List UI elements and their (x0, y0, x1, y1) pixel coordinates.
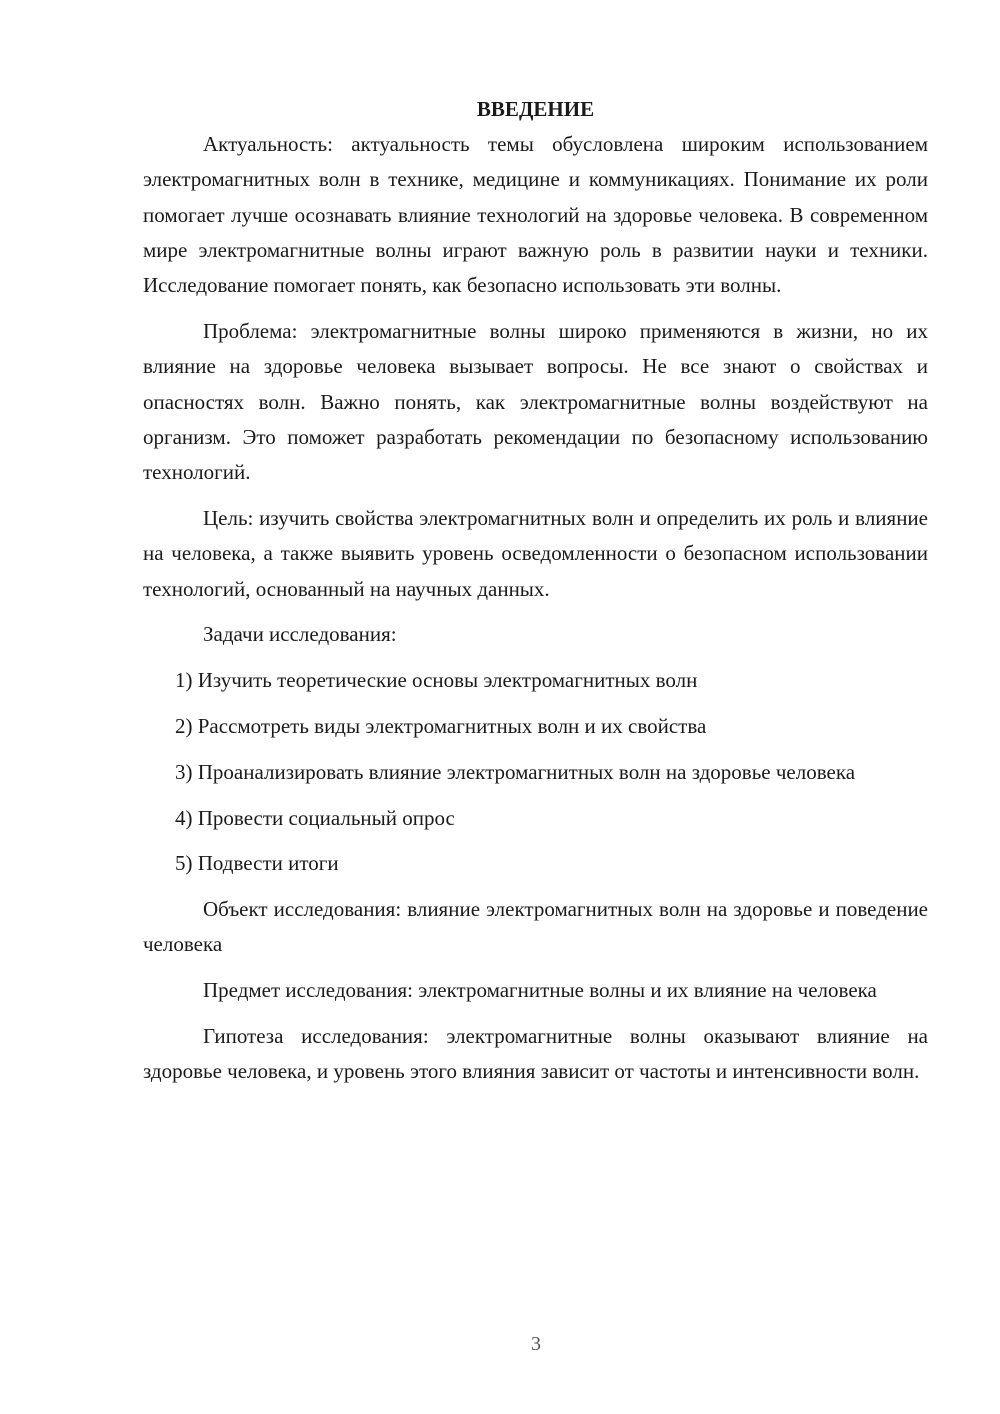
tasks-heading: Задачи исследования: (203, 622, 397, 647)
page-number: 3 (531, 1333, 541, 1355)
subject-paragraph: Предмет исследования: электромагнитные волны и их влияние на человека (203, 978, 877, 1003)
task-item-5: 5) Подвести итоги (175, 851, 339, 876)
relevance-paragraph: Актуальность: актуальность темы обусловлена широким использованием электромагнитных волн в технике, медицине и коммуникациях. Понимание их роли помогает лучше осознавать влияние технологий на здоровье человека. В современном мире электромагнитные волны играют важную роль в развитии науки и техники. Исследование помогает понять, как безопасно использовать эти волны. (143, 132, 928, 298)
object-paragraph: Объект исследования: влияние электромагнитных волн на здоровье и поведение человека (143, 897, 928, 957)
task-item-1: 1) Изучить теоретические основы электромагнитных волн (175, 668, 698, 693)
page-title: ВВЕДЕНИЕ (476, 97, 595, 121)
document-page (143, 92, 928, 1090)
task-item-3: 3) Проанализировать влияние электромагнитных волн на здоровье человека (175, 759, 856, 784)
problem-paragraph: Проблема: электромагнитные волны широко применяются в жизни, но их влияние на здоровье человека вызывает вопросы. Не все знают о свойствах и опасностях волн. Важно понять, как электромагнитные волны воздействуют на организм. Это поможет разработать рекомендации по безопасному использованию технологий. (143, 318, 928, 485)
goal-paragraph: Цель: изучить свойства электромагнитных волн и определить их роль и влияние на человека, а также выявить уровень осведомленности о безопасном использовании технологий, основанный на научных данных. (143, 505, 928, 601)
task-item-2: 2) Рассмотреть виды электромагнитных волн и их свойства (175, 713, 707, 738)
task-item-4: 4) Провести социальный опрос (175, 805, 455, 830)
hypothesis-paragraph: Гипотеза исследования: электромагнитные волны оказывают влияние на здоровье человека, и уровень этого влияния зависит от частоты и интенсивности волн. (143, 1024, 928, 1084)
